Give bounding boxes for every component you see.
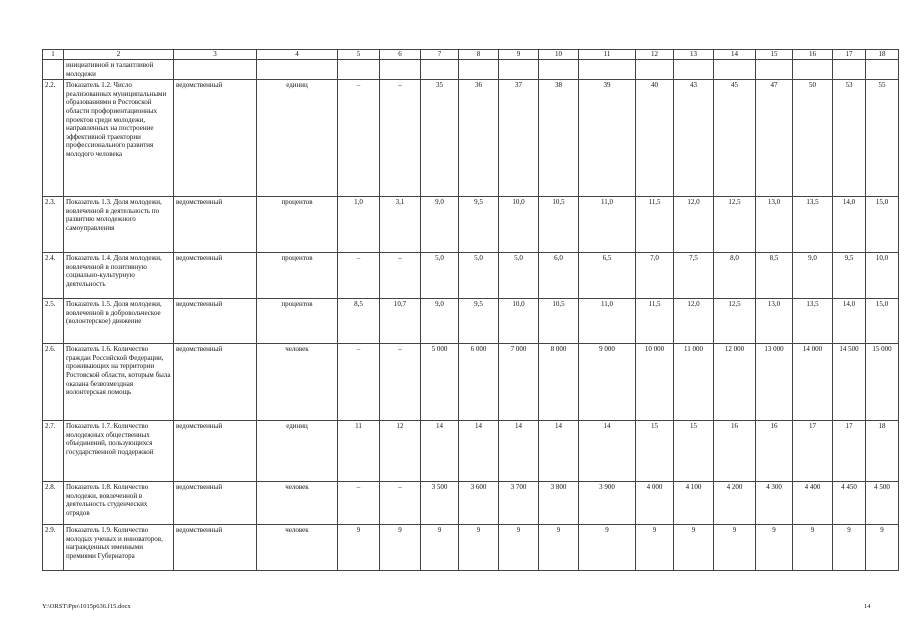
indicator-type: ведомственный (174, 299, 257, 344)
indicator-type: ведомственный (174, 197, 257, 253)
value-cell: 9 (714, 525, 756, 571)
row-number: 2.5. (43, 299, 64, 344)
table-row (43, 421, 899, 482)
row-number: 2.3. (43, 197, 64, 253)
header-cell: 7 (421, 50, 459, 60)
value-cell: 4 100 (674, 482, 714, 525)
unit: процентов (257, 299, 338, 344)
value-cell (499, 60, 539, 80)
unit (257, 60, 338, 80)
indicator-name: Показатель 1.4. Доля молодежи, вовлеченной в позитивную социально-культурную деятельность (64, 253, 174, 299)
value-cell (421, 60, 459, 80)
value-cell: 14 000 (793, 344, 833, 421)
header-cell: 2 (64, 50, 174, 60)
value-cell: – (338, 253, 380, 299)
value-cell: 12,5 (714, 197, 756, 253)
value-cell: 5 000 (421, 344, 459, 421)
table-row (43, 80, 899, 197)
row-number: 2.9. (43, 525, 64, 571)
value-cell: 12 000 (714, 344, 756, 421)
value-cell: 9 000 (579, 344, 636, 421)
indicator-type: ведомственный (174, 421, 257, 482)
value-cell: 9 (539, 525, 579, 571)
indicator-type: ведомственный (174, 80, 257, 197)
value-cell: 9,5 (459, 197, 499, 253)
indicator-name: Показатель 1.6. Количество граждан Российской Федерации, проживающих на территории Ростовской области, которым была оказана безвозмездная волонтерская помощь (64, 344, 174, 421)
unit: процентов (257, 253, 338, 299)
value-cell: – (380, 80, 421, 197)
table-row (43, 60, 899, 80)
value-cell: 16 (714, 421, 756, 482)
value-cell: 10,7 (380, 299, 421, 344)
value-cell: 8,0 (714, 253, 756, 299)
header-cell: 16 (793, 50, 833, 60)
value-cell: 6 000 (459, 344, 499, 421)
value-cell: 47 (756, 80, 793, 197)
value-cell: 3 700 (499, 482, 539, 525)
value-cell: 9,5 (459, 299, 499, 344)
unit: человек (257, 344, 338, 421)
value-cell (539, 60, 579, 80)
value-cell: 8,5 (338, 299, 380, 344)
table-row (43, 344, 899, 421)
value-cell: 43 (674, 80, 714, 197)
value-cell: – (380, 482, 421, 525)
unit: единиц (257, 80, 338, 197)
value-cell: – (338, 482, 380, 525)
row-number: 2.4. (43, 253, 64, 299)
value-cell: – (380, 344, 421, 421)
indicator-name: Показатель 1.8. Количество молодежи, вовлеченной в деятельность студенческих отрядов (64, 482, 174, 525)
value-cell: 14 (539, 421, 579, 482)
value-cell: 38 (539, 80, 579, 197)
value-cell (380, 60, 421, 80)
value-cell: 7,5 (674, 253, 714, 299)
value-cell: 9 (499, 525, 539, 571)
value-cell: 10 000 (636, 344, 674, 421)
value-cell: 3 600 (459, 482, 499, 525)
indicator-table (42, 49, 899, 571)
indicator-name: Показатель 1.2. Число реализованных муниципальными образованиями в Ростовской области профориентационных проектов среди молодежи, направленных на построение эффективной траектории профессионального развития молодого человека (64, 80, 174, 197)
file-path: Y:\ORST\Ppo\1015p636.f15.docx (42, 603, 131, 610)
value-cell: 12,5 (714, 299, 756, 344)
row-number: 2.2. (43, 80, 64, 197)
unit: человек (257, 525, 338, 571)
value-cell: 11,0 (579, 197, 636, 253)
value-cell: 14 (579, 421, 636, 482)
value-cell: – (380, 253, 421, 299)
value-cell: 6,0 (539, 253, 579, 299)
value-cell: 45 (714, 80, 756, 197)
value-cell: 10,0 (499, 299, 539, 344)
value-cell: 8 000 (539, 344, 579, 421)
value-cell: 14 (421, 421, 459, 482)
value-cell: 13,0 (756, 197, 793, 253)
value-cell: 4 200 (714, 482, 756, 525)
header-cell: 5 (338, 50, 380, 60)
value-cell: 13,0 (756, 299, 793, 344)
value-cell: 12,0 (674, 197, 714, 253)
value-cell: 1,0 (338, 197, 380, 253)
header-cell: 3 (174, 50, 257, 60)
value-cell: 14,0 (833, 299, 866, 344)
header-cell: 6 (380, 50, 421, 60)
value-cell: 13,5 (793, 197, 833, 253)
value-cell: 14 (459, 421, 499, 482)
value-cell: 9 (636, 525, 674, 571)
table-row (43, 525, 899, 571)
header-cell: 14 (714, 50, 756, 60)
indicator-type: ведомственный (174, 525, 257, 571)
value-cell: 15,0 (866, 197, 899, 253)
value-cell: 9,0 (421, 197, 459, 253)
value-cell: 10,5 (539, 299, 579, 344)
value-cell: 4 300 (756, 482, 793, 525)
header-cell: 8 (459, 50, 499, 60)
value-cell (579, 60, 636, 80)
value-cell: 4 500 (866, 482, 899, 525)
value-cell: 9 (866, 525, 899, 571)
header-cell: 4 (257, 50, 338, 60)
value-cell: 9 (793, 525, 833, 571)
value-cell: 50 (793, 80, 833, 197)
indicator-name: Показатель 1.7. Количество молодежных общественных объединений, пользующихся государственной поддержкой (64, 421, 174, 482)
value-cell (866, 60, 899, 80)
value-cell: 4 400 (793, 482, 833, 525)
value-cell: 5,0 (421, 253, 459, 299)
value-cell: 18 (866, 421, 899, 482)
value-cell (674, 60, 714, 80)
value-cell: 17 (793, 421, 833, 482)
value-cell: 8,5 (756, 253, 793, 299)
table-row (43, 482, 899, 525)
indicator-name: Показатель 1.3. Доля молодежи, вовлеченной в деятельность по развитию молодежного самоуправления (64, 197, 174, 253)
value-cell: 40 (636, 80, 674, 197)
value-cell: 37 (499, 80, 539, 197)
indicator-type (174, 60, 257, 80)
header-cell: 13 (674, 50, 714, 60)
value-cell: 55 (866, 80, 899, 197)
value-cell: 10,5 (539, 197, 579, 253)
value-cell: 14 (499, 421, 539, 482)
row-number: 2.8. (43, 482, 64, 525)
value-cell (714, 60, 756, 80)
row-number: 2.6. (43, 344, 64, 421)
value-cell: 11,5 (636, 299, 674, 344)
value-cell: 3 500 (421, 482, 459, 525)
indicator-name: Показатель 1.9. Количество молодых ученых и инноваторов, награжденных именными премиями Губернатора (64, 525, 174, 571)
value-cell: 9 (459, 525, 499, 571)
value-cell: 9,0 (421, 299, 459, 344)
value-cell: 9 (579, 525, 636, 571)
indicator-type: ведомственный (174, 482, 257, 525)
value-cell: 13,5 (793, 299, 833, 344)
value-cell: 7,0 (636, 253, 674, 299)
value-cell: 9 (421, 525, 459, 571)
value-cell: 9 (338, 525, 380, 571)
value-cell: 15,0 (866, 299, 899, 344)
value-cell: 5,0 (499, 253, 539, 299)
table-row (43, 299, 899, 344)
unit: процентов (257, 197, 338, 253)
value-cell: 15 (636, 421, 674, 482)
value-cell: 9 (833, 525, 866, 571)
indicator-name: инициативной и талантливой молодежи (64, 60, 174, 80)
value-cell: 11,5 (636, 197, 674, 253)
value-cell: 3 800 (539, 482, 579, 525)
value-cell: 5,0 (459, 253, 499, 299)
table-row (43, 197, 899, 253)
value-cell (833, 60, 866, 80)
value-cell: 9 (674, 525, 714, 571)
value-cell: 16 (756, 421, 793, 482)
value-cell: 15 (674, 421, 714, 482)
value-cell: 6,5 (579, 253, 636, 299)
value-cell: – (338, 80, 380, 197)
value-cell: – (338, 344, 380, 421)
value-cell (338, 60, 380, 80)
value-cell: 14,0 (833, 197, 866, 253)
value-cell: 39 (579, 80, 636, 197)
header-cell: 1 (43, 50, 64, 60)
value-cell: 9,0 (793, 253, 833, 299)
value-cell: 9 (756, 525, 793, 571)
value-cell: 17 (833, 421, 866, 482)
value-cell (459, 60, 499, 80)
value-cell: 7 000 (499, 344, 539, 421)
value-cell: 12,0 (674, 299, 714, 344)
value-cell: 15 000 (866, 344, 899, 421)
value-cell: 11 (338, 421, 380, 482)
page-number: 14 (864, 603, 871, 610)
indicator-name: Показатель 1.5. Доля молодежи, вовлеченной в добровольческое (волонтерское) движение (64, 299, 174, 344)
value-cell: 11,0 (579, 299, 636, 344)
indicator-type: ведомственный (174, 253, 257, 299)
header-cell: 10 (539, 50, 579, 60)
indicator-type: ведомственный (174, 344, 257, 421)
header-cell: 15 (756, 50, 793, 60)
value-cell: 11 000 (674, 344, 714, 421)
unit: единиц (257, 421, 338, 482)
row-number: 2.7. (43, 421, 64, 482)
table-row (43, 253, 899, 299)
value-cell: 14 500 (833, 344, 866, 421)
value-cell: 9,5 (833, 253, 866, 299)
header-cell: 11 (579, 50, 636, 60)
value-cell: 12 (380, 421, 421, 482)
value-cell (636, 60, 674, 80)
value-cell: 3,1 (380, 197, 421, 253)
row-number (43, 60, 64, 80)
value-cell: 35 (421, 80, 459, 197)
value-cell: 36 (459, 80, 499, 197)
value-cell: 4 450 (833, 482, 866, 525)
value-cell (793, 60, 833, 80)
value-cell: 3 900 (579, 482, 636, 525)
value-cell: 53 (833, 80, 866, 197)
header-cell: 18 (866, 50, 899, 60)
value-cell: 10,0 (866, 253, 899, 299)
header-cell: 17 (833, 50, 866, 60)
header-cell: 9 (499, 50, 539, 60)
value-cell: 10,0 (499, 197, 539, 253)
value-cell: 9 (380, 525, 421, 571)
value-cell: 13 000 (756, 344, 793, 421)
header-row (43, 50, 899, 60)
value-cell (756, 60, 793, 80)
value-cell: 4 000 (636, 482, 674, 525)
header-cell: 12 (636, 50, 674, 60)
unit: человек (257, 482, 338, 525)
